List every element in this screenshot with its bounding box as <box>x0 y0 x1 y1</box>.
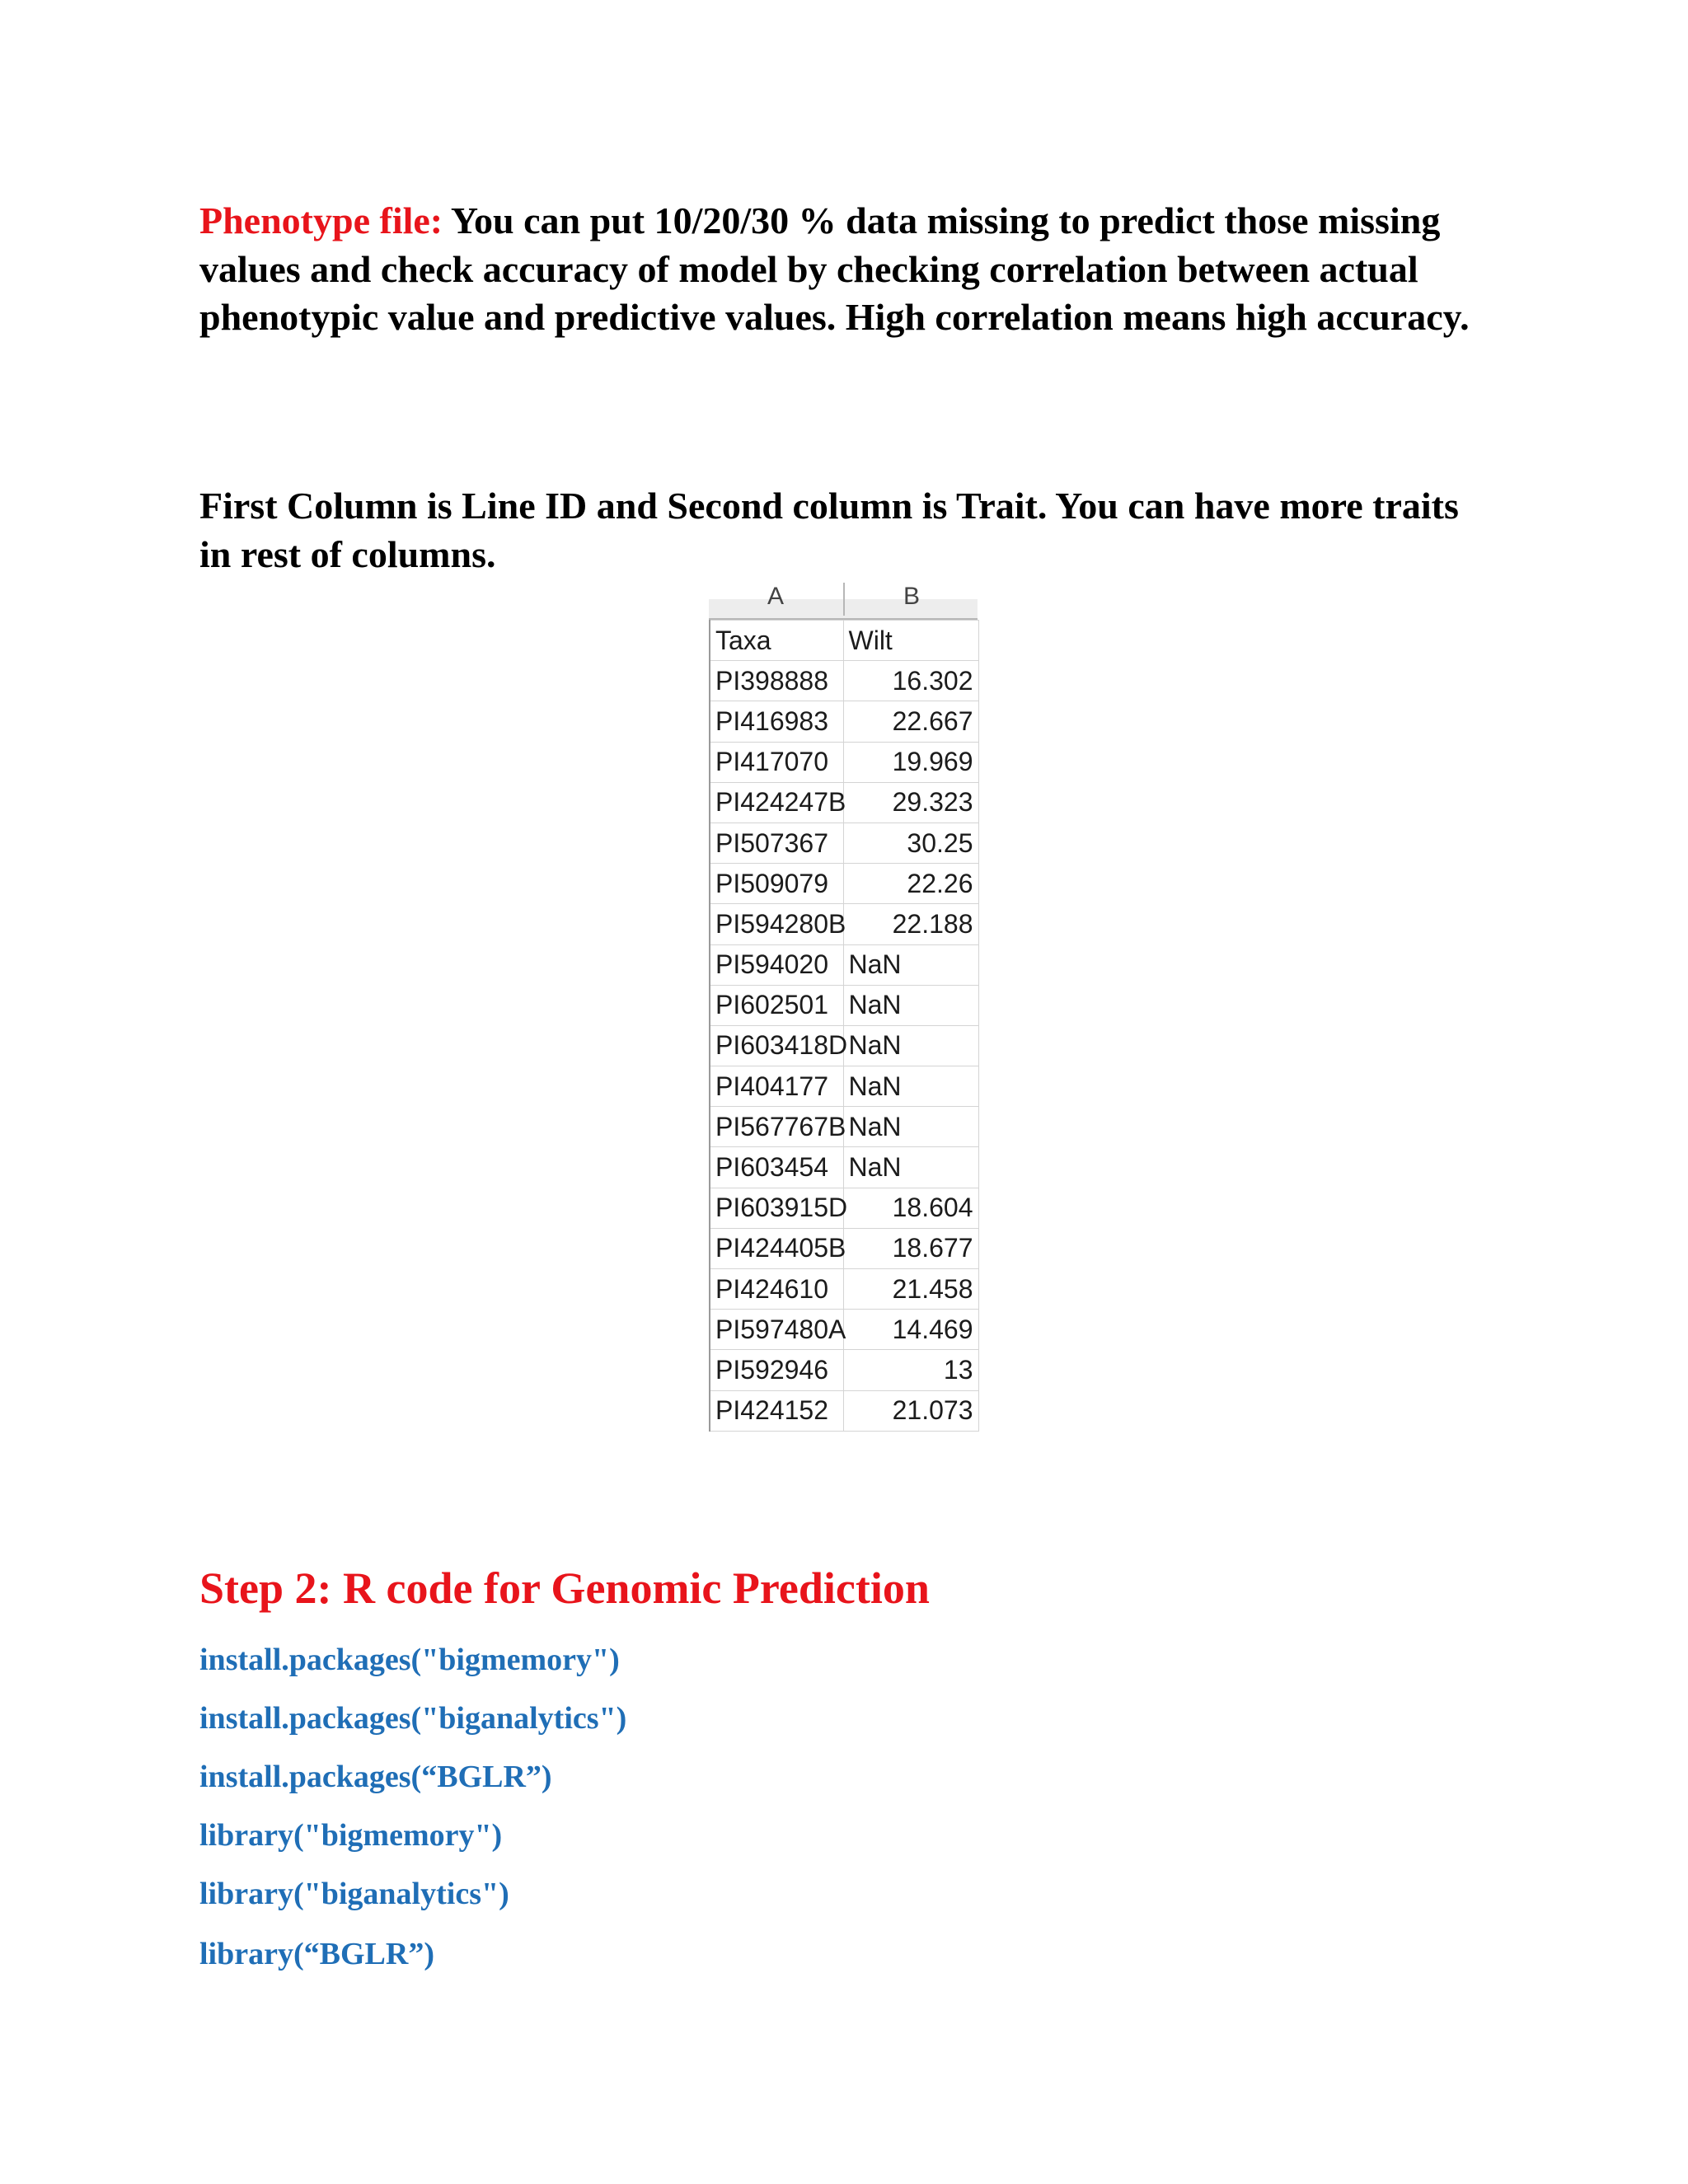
table-row <box>710 1107 978 1147</box>
taxa-cell: PI507367 <box>710 823 843 863</box>
header-wilt: Wilt <box>843 621 978 661</box>
taxa-cell: PI509079 <box>710 864 843 904</box>
table-row <box>710 1228 978 1268</box>
table-row <box>710 985 978 1025</box>
phenotype-paragraph <box>199 197 1485 342</box>
taxa-cell: PI404177 <box>710 1066 843 1107</box>
spreadsheet-image <box>709 583 978 1448</box>
taxa-cell: PI424152 <box>710 1390 843 1431</box>
code-line: install.packages("bigmemory") <box>199 1643 620 1677</box>
table-row <box>710 944 978 985</box>
taxa-cell: PI424247B <box>710 782 843 823</box>
table-row <box>710 1269 978 1310</box>
taxa-cell: PI603454 <box>710 1147 843 1188</box>
phenotype-text: You can put 10/20/30 % data missing to predict those missing values and check accuracy of model by checking correlation between actual phenotypic value and predictive values. High correlation means high accuracy. <box>199 199 1470 338</box>
columns-note: First Column is Line ID and Second column is Trait. You can have more traits in rest of columns. <box>199 485 1459 575</box>
wilt-cell: NaN <box>843 1025 978 1066</box>
taxa-cell: PI424610 <box>710 1269 843 1310</box>
wilt-cell: 22.188 <box>843 904 978 944</box>
code-line: install.packages(“BGLR”) <box>199 1760 552 1794</box>
table-row <box>710 782 978 823</box>
wilt-cell: NaN <box>843 985 978 1025</box>
wilt-cell: 30.25 <box>843 823 978 863</box>
table-row <box>710 742 978 782</box>
wilt-cell: NaN <box>843 1107 978 1147</box>
wilt-cell: 18.677 <box>843 1228 978 1268</box>
wilt-cell: 21.073 <box>843 1390 978 1431</box>
table-row <box>710 1188 978 1228</box>
taxa-cell: PI602501 <box>710 985 843 1025</box>
wilt-cell: 14.469 <box>843 1310 978 1350</box>
phenotype-table <box>709 620 979 1432</box>
wilt-cell: 29.323 <box>843 782 978 823</box>
phenotype-label: Phenotype file: <box>199 199 443 241</box>
taxa-cell: PI424405B <box>710 1228 843 1268</box>
taxa-cell: PI416983 <box>710 701 843 742</box>
column-letter-a: A <box>767 583 784 610</box>
wilt-cell: 22.667 <box>843 701 978 742</box>
wilt-cell: 22.26 <box>843 864 978 904</box>
table-row <box>710 1390 978 1431</box>
wilt-cell: 19.969 <box>843 742 978 782</box>
taxa-cell: PI594020 <box>710 944 843 985</box>
code-line: library(“BGLR”) <box>199 1937 434 1971</box>
taxa-cell: PI597480A <box>710 1310 843 1350</box>
taxa-cell: PI398888 <box>710 661 843 701</box>
table-row <box>710 1350 978 1390</box>
table-row <box>710 701 978 742</box>
code-line: library("bigmemory") <box>199 1818 503 1853</box>
table-row <box>710 1147 978 1188</box>
wilt-cell: NaN <box>843 944 978 985</box>
table-header-row <box>710 621 978 661</box>
taxa-cell: PI603418D <box>710 1025 843 1066</box>
wilt-cell: 21.458 <box>843 1269 978 1310</box>
step2-heading: Step 2: R code for Genomic Prediction <box>199 1563 930 1613</box>
table-row <box>710 904 978 944</box>
code-line: install.packages("biganalytics") <box>199 1701 627 1736</box>
taxa-cell: PI603915D <box>710 1188 843 1228</box>
taxa-cell: PI594280B <box>710 904 843 944</box>
wilt-cell: NaN <box>843 1066 978 1107</box>
table-row <box>710 661 978 701</box>
wilt-cell: NaN <box>843 1147 978 1188</box>
wilt-cell: 18.604 <box>843 1188 978 1228</box>
table-row <box>710 864 978 904</box>
taxa-cell: PI567767B <box>710 1107 843 1147</box>
wilt-cell: 13 <box>843 1350 978 1390</box>
wilt-cell: 16.302 <box>843 661 978 701</box>
taxa-cell: PI592946 <box>710 1350 843 1390</box>
column-letter-b: B <box>843 583 978 616</box>
column-letter-header <box>709 583 978 620</box>
table-row <box>710 1025 978 1066</box>
code-line: library("biganalytics") <box>199 1877 509 1911</box>
header-taxa: Taxa <box>710 621 843 661</box>
table-row <box>710 1310 978 1350</box>
table-row <box>710 823 978 863</box>
table-row <box>710 1066 978 1107</box>
taxa-cell: PI417070 <box>710 742 843 782</box>
